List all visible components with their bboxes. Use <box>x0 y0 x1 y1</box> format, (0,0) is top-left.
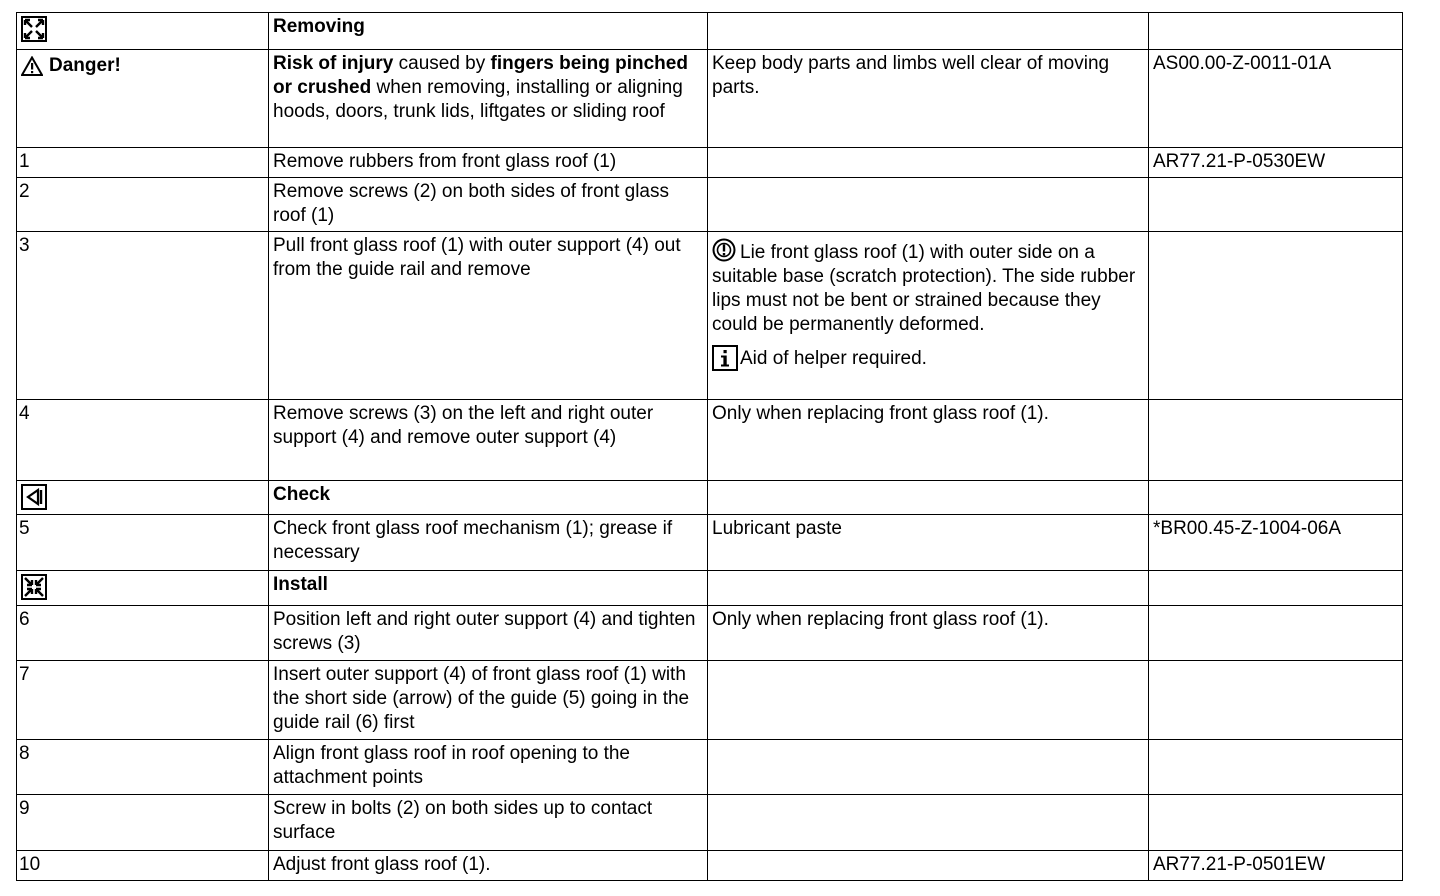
removal-icon <box>21 16 47 42</box>
step-text: Screw in bolts (2) on both sides up to contact surface <box>269 795 708 851</box>
danger-ref: AS00.00-Z-0011-01A <box>1149 50 1403 148</box>
step-text: Pull front glass roof (1) with outer support (4) out from the guide rail and remove <box>269 232 708 400</box>
step-ref <box>1149 740 1403 795</box>
step-note: Lie front glass roof (1) with outer side on a suitable base (scratch protection). The side rubber lips must not be bent or strained because they could be permanently deformed. <box>712 242 1136 335</box>
risk-text-2: when removing, installing or aligning hoods, doors, trunk lids, liftgates or sliding roof <box>273 77 683 122</box>
step-note: Only when replacing front glass roof (1). <box>708 606 1149 661</box>
step-note: Only when replacing front glass roof (1). <box>708 400 1149 481</box>
step-note <box>708 661 1149 740</box>
step-ref <box>1149 178 1403 232</box>
table-row <box>17 851 1403 881</box>
danger-label-cell <box>17 50 269 148</box>
danger-row <box>17 50 1403 148</box>
step-note <box>708 148 1149 178</box>
section-row-removing <box>17 13 1403 50</box>
step-note-cell <box>708 232 1149 400</box>
table-row <box>17 740 1403 795</box>
step-ref <box>1149 795 1403 851</box>
table-row <box>17 515 1403 571</box>
step-ref <box>1149 661 1403 740</box>
step-number: 6 <box>17 606 269 661</box>
step-number: 3 <box>17 232 269 400</box>
step-text: Remove rubbers from front glass roof (1) <box>269 148 708 178</box>
step-note <box>708 851 1149 881</box>
step-text: Adjust front glass roof (1). <box>269 851 708 881</box>
danger-measure: Keep body parts and limbs well clear of moving parts. <box>708 50 1149 148</box>
table-row <box>17 661 1403 740</box>
table-row <box>17 400 1403 481</box>
step-number: 9 <box>17 795 269 851</box>
check-icon <box>21 484 47 510</box>
info-icon <box>712 345 738 371</box>
step-ref: *BR00.45-Z-1004-06A <box>1149 515 1403 571</box>
table-row <box>17 606 1403 661</box>
step-number: 2 <box>17 178 269 232</box>
install-icon <box>21 574 47 600</box>
table-row <box>17 148 1403 178</box>
step-text: Align front glass roof in roof opening to the attachment points <box>269 740 708 795</box>
risk-text-1: caused by <box>393 53 491 74</box>
section-icon-cell <box>17 571 269 606</box>
step-ref: AR77.21-P-0501EW <box>1149 851 1403 881</box>
section-icon-cell <box>17 13 269 50</box>
danger-label: Danger! <box>49 55 121 76</box>
step-number: 8 <box>17 740 269 795</box>
section-title-removing: Removing <box>269 13 708 50</box>
procedure-table-wrapper <box>16 12 1402 881</box>
step-number: 4 <box>17 400 269 481</box>
risk-bold-2: fingers being pinched or crushed <box>273 53 688 98</box>
step-text: Insert outer support (4) of front glass roof (1) with the short side (arrow) of the guide (5) going in the guide rail (6) first <box>269 661 708 740</box>
step-ref <box>1149 606 1403 661</box>
step-info: Aid of helper required. <box>740 348 927 369</box>
caution-circle-icon <box>712 238 736 262</box>
section-title-check: Check <box>269 481 708 515</box>
step-note <box>708 740 1149 795</box>
step-text: Position left and right outer support (4) and tighten screws (3) <box>269 606 708 661</box>
step-number: 7 <box>17 661 269 740</box>
step-note <box>708 795 1149 851</box>
step-ref <box>1149 232 1403 400</box>
section-title-install: Install <box>269 571 708 606</box>
section-icon-cell <box>17 481 269 515</box>
step-number: 10 <box>17 851 269 881</box>
section-row-check <box>17 481 1403 515</box>
step-ref: AR77.21-P-0530EW <box>1149 148 1403 178</box>
step-note <box>708 178 1149 232</box>
step-note: Lubricant paste <box>708 515 1149 571</box>
table-row <box>17 178 1403 232</box>
step-number: 5 <box>17 515 269 571</box>
step-text: Remove screws (2) on both sides of front glass roof (1) <box>269 178 708 232</box>
risk-bold-1: Risk of injury <box>273 53 394 74</box>
section-row-install <box>17 571 1403 606</box>
step-text: Remove screws (3) on the left and right outer support (4) and remove outer support (4) <box>269 400 708 481</box>
table-row <box>17 232 1403 400</box>
step-text: Check front glass roof mechanism (1); grease if necessary <box>269 515 708 571</box>
danger-risk-cell <box>269 50 708 148</box>
step-ref <box>1149 400 1403 481</box>
table-row <box>17 795 1403 851</box>
step-number: 1 <box>17 148 269 178</box>
warning-triangle-icon <box>21 56 43 76</box>
procedure-table <box>16 12 1403 881</box>
